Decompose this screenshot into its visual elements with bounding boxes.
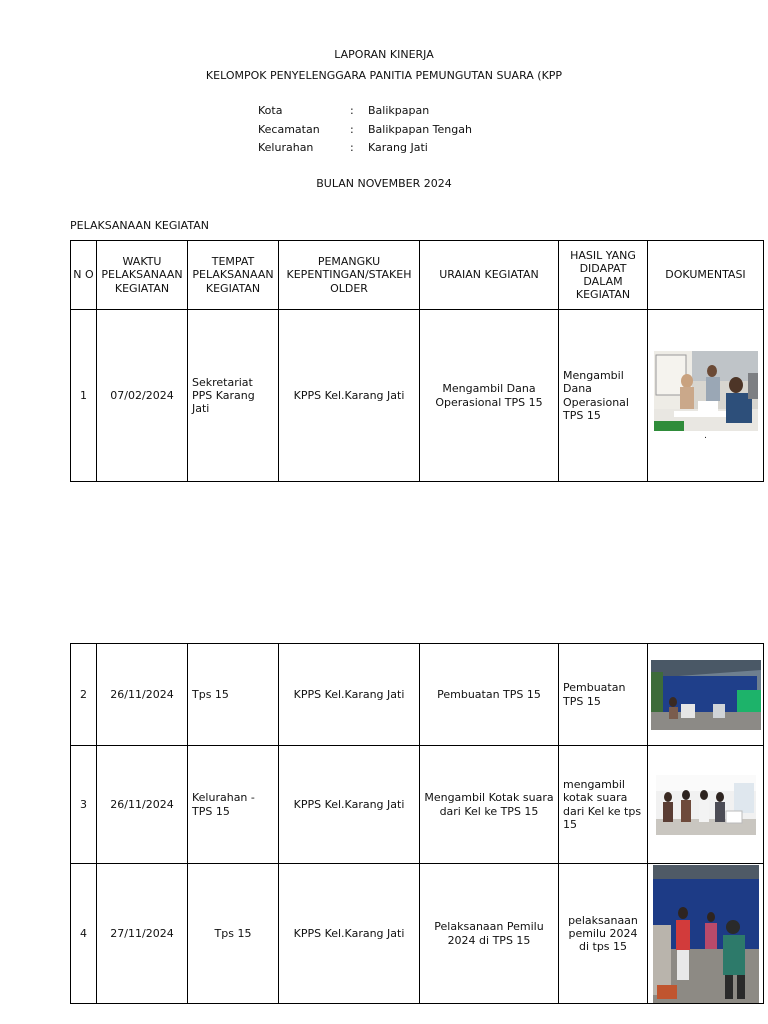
row-dokumentasi [648, 746, 764, 864]
report-period: BULAN NOVEMBER 2024 [316, 177, 452, 190]
meta-kecamatan-label: Kecamatan [258, 123, 320, 136]
header-waktu: WAKTU PELAKSANAAN KEGIATAN [97, 241, 188, 310]
meta-kota-label: Kota [258, 104, 283, 117]
documentation-photo-image [651, 660, 761, 730]
row-uraian: Pelaksanaan Pemilu 2024 di TPS 15 [420, 864, 559, 1004]
row-hasil: mengambil kotak suara dari Kel ke tps 15 [559, 746, 648, 864]
table-row [71, 310, 764, 482]
header-uraian: URAIAN KEGIATAN [420, 241, 559, 310]
row-no: 3 [71, 746, 97, 864]
report-title: LAPORAN KINERJA [334, 48, 434, 61]
row-uraian: Mengambil Dana Operasional TPS 15 [420, 310, 559, 482]
row-dokumentasi [648, 644, 764, 746]
documentation-photo-image [656, 775, 756, 835]
meta-kelurahan-label: Kelurahan [258, 141, 314, 154]
row-dokumentasi [648, 864, 764, 1004]
meta-kota-value: Balikpapan [368, 104, 430, 117]
row-pemangku: KPPS Kel.Karang Jati [279, 310, 420, 482]
row-waktu: 07/02/2024 [97, 310, 188, 482]
meta-colon: : [350, 123, 354, 136]
row-tempat: Tps 15 [188, 644, 279, 746]
table-row [71, 864, 764, 1004]
row-no: 2 [71, 644, 97, 746]
row-no: 1 [71, 310, 97, 482]
row-tempat: Sekretariat PPS Karang Jati [188, 310, 279, 482]
meta-kecamatan-value: Balikpapan Tengah [368, 123, 472, 136]
row-pemangku: KPPS Kel.Karang Jati [279, 746, 420, 864]
photo-caption: . [704, 430, 707, 441]
table-row [71, 644, 764, 746]
documentation-photo-image [653, 865, 759, 1003]
header-pemangku: PEMANGKU KEPENTINGAN/STAKEH OLDER [279, 241, 420, 310]
documentation-photo [651, 660, 761, 730]
row-no: 4 [71, 864, 97, 1004]
meta-kelurahan-value: Karang Jati [368, 141, 428, 154]
row-waktu: 26/11/2024 [97, 644, 188, 746]
row-hasil: Mengambil Dana Operasional TPS 15 [559, 310, 648, 482]
row-tempat: Tps 15 [188, 864, 279, 1004]
row-pemangku: KPPS Kel.Karang Jati [279, 644, 420, 746]
documentation-photo [656, 775, 756, 835]
documentation-photo [653, 865, 759, 1003]
activity-table-part-1 [70, 240, 764, 482]
header-dokumentasi: DOKUMENTASI [648, 241, 764, 310]
row-uraian: Pembuatan TPS 15 [420, 644, 559, 746]
table-row [71, 746, 764, 864]
table-header-row [71, 241, 764, 310]
documentation-photo-image [654, 351, 758, 431]
activity-table-part-2 [70, 643, 764, 1004]
row-waktu: 26/11/2024 [97, 746, 188, 864]
section-title: PELAKSANAAN KEGIATAN [70, 219, 209, 232]
row-uraian: Mengambil Kotak suara dari Kel ke TPS 15 [420, 746, 559, 864]
row-tempat: Kelurahan - TPS 15 [188, 746, 279, 864]
header-hasil: HASIL YANG DIDAPAT DALAM KEGIATAN [559, 241, 648, 310]
header-no: N O [71, 241, 97, 310]
row-dokumentasi [648, 310, 764, 482]
documentation-photo [654, 351, 758, 431]
header-tempat: TEMPAT PELAKSANAAN KEGIATAN [188, 241, 279, 310]
meta-colon: : [350, 104, 354, 117]
row-waktu: 27/11/2024 [97, 864, 188, 1004]
row-hasil: pelaksanaan pemilu 2024 di tps 15 [559, 864, 648, 1004]
row-pemangku: KPPS Kel.Karang Jati [279, 864, 420, 1004]
row-hasil: Pembuatan TPS 15 [559, 644, 648, 746]
report-subtitle: KELOMPOK PENYELENGGARA PANITIA PEMUNGUTAN SUARA (KPP [205, 69, 563, 82]
meta-colon: : [350, 141, 354, 154]
